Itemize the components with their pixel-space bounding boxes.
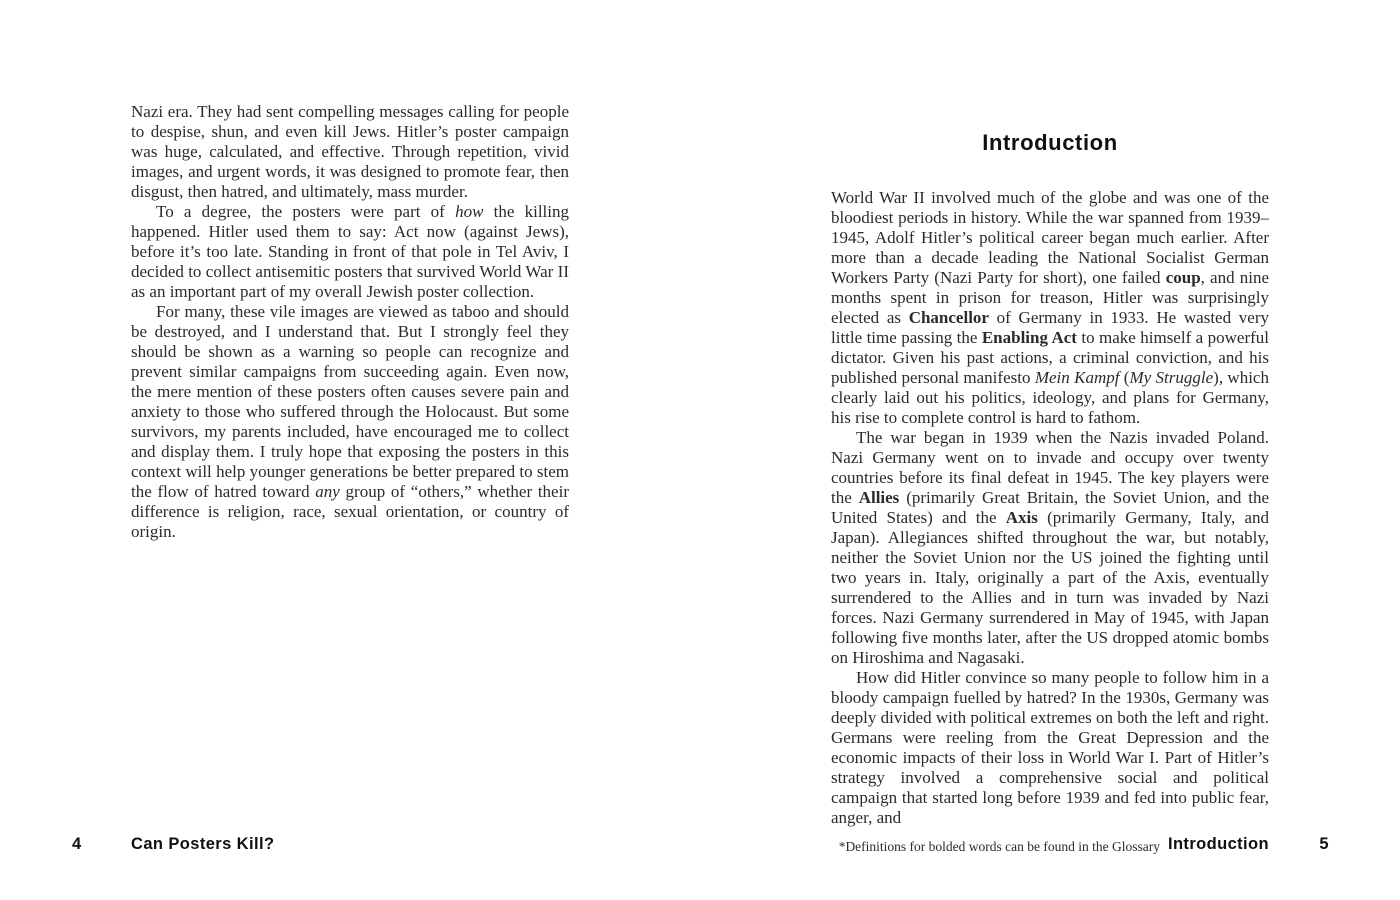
bold-term: Chancellor <box>908 308 989 327</box>
chapter-heading: Introduction <box>982 130 1118 155</box>
paragraph <box>831 188 1269 428</box>
text-run: World War II involved much of the globe and was one of the bloodiest periods in history. While the war spanned from 1939–1945, Adolf Hitler’s political career began much earlier. After more than a decade leading the National Socialist German Workers Party (Nazi Party for short), one failed <box>831 188 1269 287</box>
paragraph <box>131 302 569 542</box>
text-run: (primarily Germany, Italy, and Japan). Allegiances shifted throughout the war, but notably, neither the Soviet Union nor the US joined the fighting until two years in. Italy, originally a part of the Axis, eventually surrendered to the Allies and in turn was invaded by Nazi forces. Nazi Germany surrendered in May of 1945, with Japan following five months later, after the US dropped atomic bombs on Hiroshima and Nagasaki. <box>831 508 1269 667</box>
text-run: the killing happened. Hitler used them to say: Act now (against Jews), before it’s too late. Standing in front of that pole in Tel Aviv, I decided to collect antisemitic posters that survived World War II as an important part of my overall Jewish poster collection. <box>131 202 569 301</box>
glossary-footnote: *Definitions for bolded words can be found in the Glossary <box>838 839 1160 854</box>
bold-term: coup <box>1165 268 1201 287</box>
text-run: to make himself a powerful dictator. Given his past actions, a criminal conviction, and his published personal manifesto <box>831 328 1269 387</box>
left-running-footer: Can Posters Kill? <box>131 835 275 853</box>
left-page-text <box>131 102 569 542</box>
right-page-number: 5 <box>1319 835 1329 853</box>
paragraph <box>131 102 569 202</box>
text-run: (primarily Great Britain, the Soviet Union, and the United States) and the <box>831 488 1269 527</box>
italic-text: how <box>455 202 484 221</box>
right-running-footer: Introduction <box>1167 835 1269 853</box>
text-run: of Germany in 1933. He wasted very little time passing the <box>831 308 1270 347</box>
bold-term: Enabling Act <box>981 328 1077 347</box>
text-run: To a degree, the posters were part of <box>156 202 456 221</box>
italic-text: any <box>315 482 340 501</box>
text-run: , and nine months spent in prison for treason, Hitler was surprisingly elected as <box>831 268 1269 327</box>
paragraph <box>131 202 569 302</box>
paragraph <box>831 668 1269 828</box>
text-run: The war began in 1939 when the Nazis invaded Poland. Nazi Germany went on to invade and occupy over twenty countries before its final defeat in 1945. The key players were the <box>831 428 1269 507</box>
text-run: ( <box>1119 368 1130 387</box>
italic-text: Mein Kampf <box>1034 368 1120 387</box>
text-run: group of “others,” whether their difference is religion, race, sexual orientation, or country of origin. <box>131 482 569 541</box>
bold-term: Allies <box>858 488 900 507</box>
paragraph <box>831 428 1269 668</box>
italic-text: My Struggle <box>1129 368 1214 387</box>
right-page-text <box>831 188 1269 828</box>
text-run: ), which clearly laid out his politics, ideology, and plans for Germany, his rise to complete control is hard to fathom. <box>831 368 1269 427</box>
text-run: Nazi era. They had sent compelling messages calling for people to despise, shun, and even kill Jews. Hitler’s poster campaign was huge, calculated, and effective. Through repetition, vivid images, and urgent words, it was designed to promote fear, then disgust, then hatred, and ultimately, mass murder. <box>131 102 569 201</box>
left-page-number: 4 <box>72 835 82 853</box>
text-run: For many, these vile images are viewed as taboo and should be destroyed, and I understand that. But I strongly feel they should be shown as a warning so people can recognize and prevent similar campaigns from succeeding again. Even now, the mere mention of these posters often causes severe pain and anxiety to those who suffered through the Holocaust. But some survivors, my parents included, have encouraged me to collect and display them. I truly hope that exposing the posters in this context will help younger generations be better prepared to stem the flow of hatred toward <box>131 302 569 501</box>
bold-term: Axis <box>1005 508 1038 527</box>
text-run: How did Hitler convince so many people to follow him in a bloody campaign fuelled by hatred? In the 1930s, Germany was deeply divided with political extremes on both the left and right. Germans were reeling from the Great Depression and the economic impacts of their loss in World War I. Part of Hitler’s strategy involved a comprehensive social and political campaign that started long before 1939 and fed into public fear, anger, and <box>831 668 1269 827</box>
